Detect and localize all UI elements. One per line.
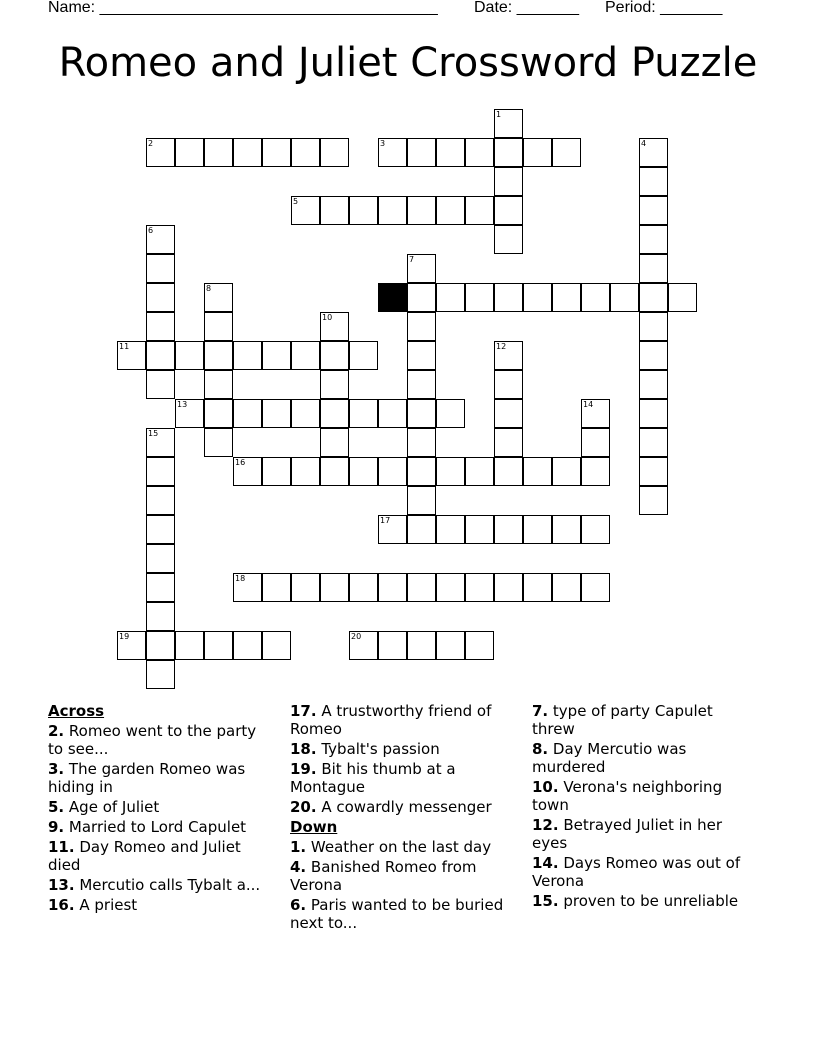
clue-text: A cowardly messenger [316,798,492,816]
crossword-cell[interactable] [146,254,175,283]
clue-text: Mercutio calls Tybalt a... [74,876,261,894]
crossword-cell[interactable] [407,457,436,486]
clue-number-label: 5. [48,798,65,816]
crossword-cell[interactable] [639,225,668,254]
crossword-cell[interactable] [407,486,436,515]
clue-text: type of party Capulet threw [532,702,713,738]
crossword-cell[interactable] [436,631,465,660]
crossword-cell[interactable] [233,631,262,660]
crossword-cell[interactable] [494,573,523,602]
crossword-cell[interactable] [581,428,610,457]
crossword-cell[interactable] [204,631,233,660]
clue-number: 18 [235,574,246,583]
crossword-cell[interactable] [320,196,349,225]
crossword-cell[interactable] [146,602,175,631]
clue-number-label: 10. [532,778,559,796]
crossword-cell[interactable] [146,457,175,486]
crossword-cell[interactable] [552,515,581,544]
clue-number-label: 16. [48,896,75,914]
crossword-cell[interactable] [494,283,523,312]
crossword-cell[interactable] [233,399,262,428]
crossword-cell[interactable] [465,457,494,486]
crossword-cell[interactable] [320,457,349,486]
crossword-cell[interactable] [494,515,523,544]
clues-column-1 [48,702,273,916]
clue-number: 6 [148,226,154,235]
crossword-cell[interactable] [262,457,291,486]
crossword-cell[interactable] [407,370,436,399]
crossword-cell[interactable] [349,196,378,225]
clue-number-label: 7. [532,702,549,720]
across-clue [290,702,515,738]
down-clue [532,702,757,738]
crossword-cell[interactable] [494,138,523,167]
crossword-cell[interactable] [639,167,668,196]
crossword-cell[interactable] [523,283,552,312]
across-clue [48,818,273,836]
crossword-cell[interactable] [465,283,494,312]
crossword-cell[interactable] [436,283,465,312]
across-clue [48,838,273,874]
clue-text: proven to be unreliable [558,892,739,910]
crossword-cell[interactable] [146,312,175,341]
crossword-cell[interactable] [552,138,581,167]
clue-number: 14 [583,400,594,409]
crossword-cell[interactable] [639,428,668,457]
clue-number: 5 [293,197,299,206]
crossword-cell[interactable] [639,312,668,341]
crossword-cell[interactable] [494,196,523,225]
across-clue [290,798,515,816]
clue-number-label: 20. [290,798,317,816]
crossword-cell[interactable] [523,457,552,486]
crossword-cell[interactable] [494,428,523,457]
crossword-cell[interactable] [407,399,436,428]
clue-number: 8 [206,284,212,293]
across-clue [290,760,515,796]
down-clue [532,892,757,910]
crossword-cell[interactable] [146,370,175,399]
crossword-cell[interactable] [436,138,465,167]
crossword-cell[interactable] [494,167,523,196]
crossword-cell[interactable] [494,225,523,254]
crossword-cell[interactable] [581,457,610,486]
clue-text: A priest [74,896,138,914]
crossword-cell[interactable] [291,573,320,602]
across-heading: Across [48,702,105,720]
clue-number-label: 18. [290,740,317,758]
across-clue [48,876,273,894]
down-clue [532,778,757,814]
clue-text: Days Romeo was out of Verona [532,854,741,890]
clues-column-3 [532,702,757,912]
crossword-cell[interactable] [291,341,320,370]
down-clue [532,740,757,776]
clue-number-label: 14. [532,854,559,872]
across-clue [48,798,273,816]
crossword-cell[interactable] [610,283,639,312]
crossword-cell[interactable] [262,138,291,167]
crossword-cell[interactable] [407,515,436,544]
date-field-label[interactable]: Date: _______ [474,0,579,16]
crossword-cell[interactable] [291,457,320,486]
crossword-cell[interactable] [204,370,233,399]
crossword-cell[interactable] [581,515,610,544]
crossword-cell[interactable] [639,370,668,399]
clue-text: Married to Lord Capulet [64,818,247,836]
crossword-cell[interactable] [262,399,291,428]
crossword-cell[interactable] [262,631,291,660]
crossword-cell[interactable] [204,312,233,341]
clue-number: 16 [235,458,246,467]
clue-text: Day Mercutio was murdered [532,740,687,776]
crossword-cell[interactable] [407,196,436,225]
crossword-cell[interactable] [407,428,436,457]
crossword-cell[interactable] [581,573,610,602]
crossword-cell[interactable] [436,399,465,428]
clue-text: Tybalt's passion [316,740,440,758]
crossword-cell[interactable] [494,370,523,399]
crossword-cell[interactable] [146,631,175,660]
clue-number-label: 3. [48,760,65,778]
crossword-cell[interactable] [262,341,291,370]
crossword-cell[interactable] [233,138,262,167]
clue-number-label: 15. [532,892,559,910]
crossword-cell[interactable] [523,515,552,544]
clue-text: Verona's neighboring town [532,778,723,814]
clue-text: Age of Juliet [64,798,160,816]
down-clue [290,858,515,894]
crossword-cell[interactable] [407,341,436,370]
clue-number: 7 [409,255,415,264]
clue-number: 12 [496,342,507,351]
crossword-cell[interactable] [436,196,465,225]
crossword-cell[interactable] [349,399,378,428]
crossword-cell[interactable] [407,283,436,312]
crossword-cell[interactable] [320,341,349,370]
crossword-cell[interactable] [436,573,465,602]
clue-number-label: 1. [290,838,307,856]
crossword-cell[interactable] [320,428,349,457]
clue-number-label: 6. [290,896,307,914]
crossword-cell[interactable] [233,341,262,370]
clue-text: Paris wanted to be buried next to... [290,896,504,932]
crossword-cell[interactable] [378,399,407,428]
across-clue [48,722,273,758]
crossword-cell[interactable] [639,399,668,428]
crossword-cell[interactable] [175,138,204,167]
clue-text: Day Romeo and Juliet died [48,838,241,874]
crossword-cell[interactable] [146,660,175,689]
clue-text: Betrayed Juliet in her eyes [532,816,722,852]
crossword-cell[interactable] [639,196,668,225]
clue-number: 15 [148,429,159,438]
crossword-cell[interactable] [465,196,494,225]
crossword-cell[interactable] [204,341,233,370]
crossword-cell[interactable] [436,457,465,486]
crossword-cell[interactable] [204,399,233,428]
crossword-cell[interactable] [262,573,291,602]
crossword-cell[interactable] [523,138,552,167]
clue-text: Bit his thumb at a Montague [290,760,456,796]
crossword-cell[interactable] [552,283,581,312]
crossword-cell[interactable] [146,283,175,312]
crossword-cell[interactable] [320,138,349,167]
crossword-cell[interactable] [349,573,378,602]
crossword-cell[interactable] [175,341,204,370]
crossword-cell[interactable] [291,399,320,428]
crossword-cell[interactable] [639,457,668,486]
across-clue [290,740,515,758]
down-heading: Down [290,818,338,836]
crossword-cell[interactable] [146,486,175,515]
down-clue [532,854,757,890]
crossword-cell[interactable] [494,399,523,428]
crossword-cell[interactable] [378,573,407,602]
clue-number-label: 19. [290,760,317,778]
crossword-cell[interactable] [378,457,407,486]
crossword-cell[interactable] [291,138,320,167]
crossword-cell[interactable] [581,283,610,312]
crossword-cell[interactable] [494,457,523,486]
name-field-label[interactable]: Name: ______________________________________ [48,0,438,16]
clue-number: 3 [380,139,386,148]
clue-number-label: 4. [290,858,307,876]
crossword-cell[interactable] [378,196,407,225]
crossword-cell[interactable] [146,515,175,544]
crossword-cell[interactable] [175,631,204,660]
clue-number: 19 [119,632,130,641]
clue-text: Weather on the last day [306,838,492,856]
crossword-cell[interactable] [204,428,233,457]
crossword-cell[interactable] [349,341,378,370]
down-clue [532,816,757,852]
crossword-cell[interactable] [465,138,494,167]
clue-number-label: 13. [48,876,75,894]
crossword-cell[interactable] [146,544,175,573]
clue-number: 17 [380,516,391,525]
crossword-cell[interactable] [407,312,436,341]
crossword-cell[interactable] [668,283,697,312]
crossword-cell[interactable] [146,341,175,370]
crossword-cell[interactable] [523,573,552,602]
crossword-cell[interactable] [378,631,407,660]
crossword-cell[interactable] [465,573,494,602]
crossword-cell[interactable] [407,138,436,167]
crossword-cell[interactable] [146,573,175,602]
clue-number-label: 9. [48,818,65,836]
crossword-cell[interactable] [639,283,668,312]
clue-number-label: 2. [48,722,65,740]
clue-number-label: 17. [290,702,317,720]
clue-number: 2 [148,139,154,148]
clue-text: Romeo went to the party to see... [48,722,257,758]
page-title: Romeo and Juliet Crossword Puzzle [58,40,758,86]
clue-number-label: 12. [532,816,559,834]
crossword-cell[interactable] [639,486,668,515]
clue-number: 1 [496,110,502,119]
crossword-cell[interactable] [552,573,581,602]
crossword-cell[interactable] [407,631,436,660]
crossword-cell[interactable] [320,370,349,399]
crossword-cell[interactable] [552,457,581,486]
period-field-label[interactable]: Period: _______ [605,0,723,16]
crossword-cell[interactable] [320,399,349,428]
clue-number: 10 [322,313,333,322]
clue-text: A trustworthy friend of Romeo [290,702,492,738]
clue-number: 9 [380,284,386,293]
clue-number: 4 [641,139,647,148]
across-clue [48,760,273,796]
crossword-cell[interactable] [465,631,494,660]
clue-number: 13 [177,400,188,409]
crossword-cell[interactable] [320,573,349,602]
crossword-cell[interactable] [639,254,668,283]
clue-text: The garden Romeo was hiding in [48,760,246,796]
clue-text: Banished Romeo from Verona [290,858,477,894]
clue-number-label: 8. [532,740,549,758]
clue-number-label: 11. [48,838,75,856]
down-clue [290,896,515,932]
crossword-cell[interactable] [407,573,436,602]
crossword-cell[interactable] [204,138,233,167]
crossword-cell[interactable] [436,515,465,544]
clue-number: 11 [119,342,130,351]
crossword-cell[interactable] [349,457,378,486]
across-clue [48,896,273,914]
crossword-cell[interactable] [639,341,668,370]
crossword-cell[interactable] [465,515,494,544]
down-clue [290,838,515,856]
clue-number: 20 [351,632,362,641]
clues-column-2 [290,702,515,934]
